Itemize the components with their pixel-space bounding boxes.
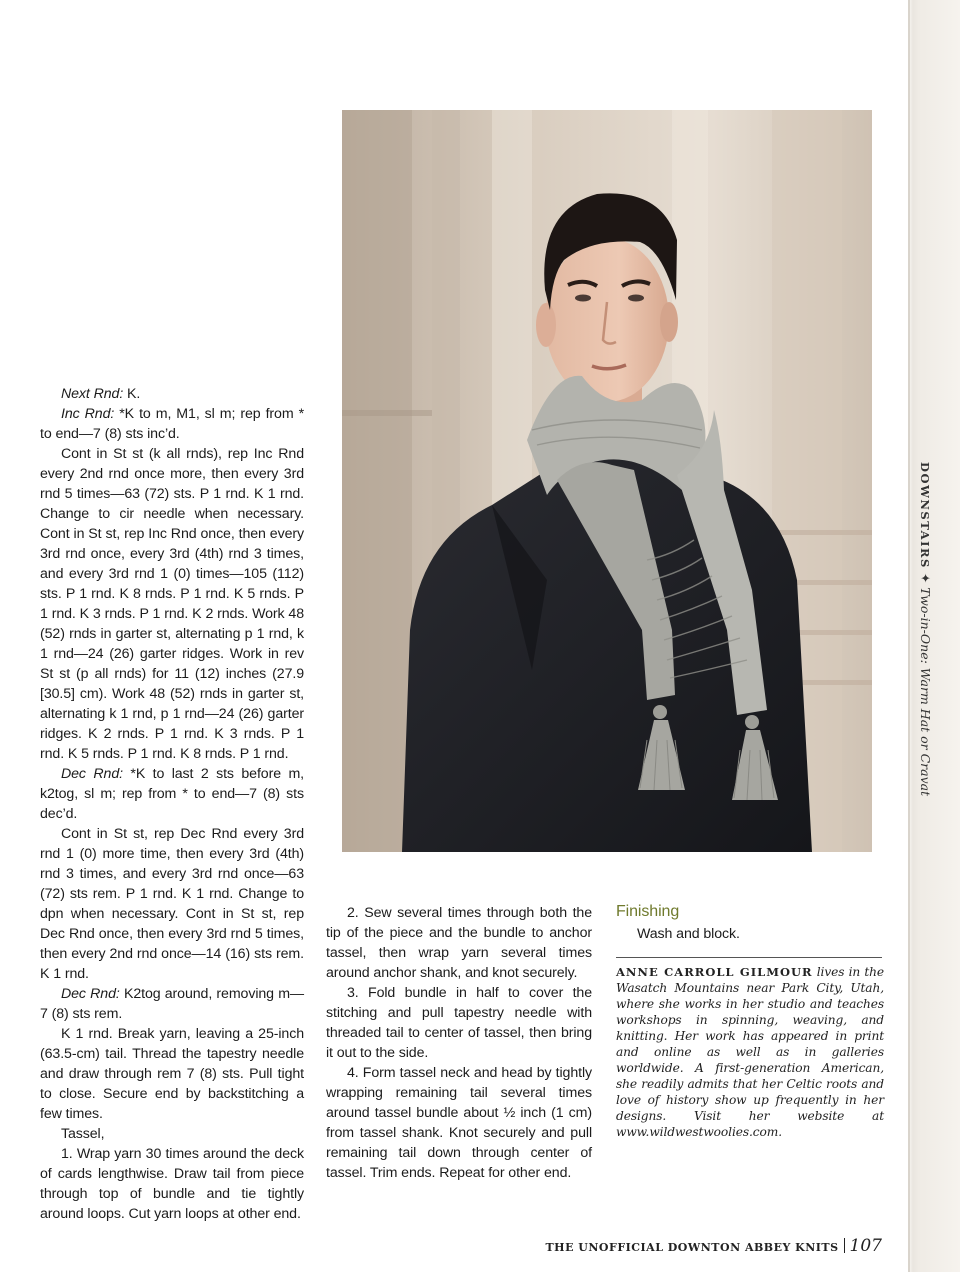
- next-rnd-text: K.: [123, 386, 141, 402]
- instructions-column-2: [326, 903, 592, 1183]
- page-number: 107: [849, 1236, 882, 1256]
- tassel-step: 1. Wrap yarn 30 times around the deck of cards lengthwise. Draw tail from piece through top of bundle and tie tightly around loops. Cut yarn loops at other end.: [40, 1146, 304, 1222]
- model-photo: [342, 110, 872, 852]
- folio-divider: [844, 1238, 845, 1253]
- running-head: [918, 462, 944, 822]
- bio-text: lives in the Wasatch Mountains near Park City, Utah, where she works in her studio and teaches workshops in spinning, weaving, and knitting. Her work has appeared in print and online as well as in galleries worldwide. A first-generation American, she readily admits that her Celtic roots and love of history show up frequently in her designs. Visit her website at www.wildwestwoolies.com.: [616, 965, 884, 1139]
- designer-name: ANNE CARROLL GILMOUR: [616, 965, 813, 979]
- next-rnd-label: Next Rnd:: [61, 386, 124, 402]
- tassel-subhead: Tassel,: [61, 1126, 105, 1142]
- inc-rnd-paragraph: [40, 404, 304, 444]
- tassel-step: 3. Fold bundle in half to cover the stitching and pull tapestry needle with threaded tail to center of tassel, then bring it out to the side.: [326, 985, 592, 1061]
- bio-divider: [616, 957, 882, 958]
- inc-rnd-text: *K to m, M1, sl m; rep from * to end—7 (8) sts inc’d.: [40, 406, 304, 442]
- body-paragraph: Cont in St st (k all rnds), rep Inc Rnd every 2nd rnd once more, then every 3rd rnd 5 times—63 (72) sts. P 1 rnd. K 1 rnd. Change to cir needle when necessary. Cont in St st, rep Inc Rnd once, then every 3rd rnd once, every 3rd (4th) rnd 3 times, and every 3rd rnd 1 (0) times—105 (112) sts. P 1 rnd. K 8 rnds. P 1 rnd. K 5 rnds. P 1 rnd. K 3 rnds. P 1 rnd. K 2 rnds. Work 48 (52) rnds in garter st, alternating p 1 rnd, k 1 rnd—24 (26) garter ridges. Work in rev St st (p all rnds) for 11 (12) inches (27.9 [30.5] cm). Work 48 (52) rnds in garter st, alternating k 1 rnd, p 1 rnd—24 (26) garter ridges. K 2 rnds. P 1 rnd. K 3 rnds. P 1 rnd. K 5 rnds. P 1 rnd. K 8 rnds. P 1 rnd.: [40, 446, 304, 762]
- section-label: DOWNSTAIRS: [918, 462, 932, 569]
- next-rnd-paragraph: [40, 384, 304, 404]
- tassel-step: 4. Form tassel neck and head by tightly wrapping remaining tail several times around tassel bundle about ½ inch (1 cm) from tassel shank. Knot securely and pull remaining tail down through center of tassel. Trim ends. Repeat for other end.: [326, 1065, 592, 1181]
- designer-bio: [616, 964, 884, 1140]
- inc-rnd-label: Inc Rnd:: [61, 406, 115, 422]
- finishing-column: [616, 902, 884, 1140]
- finishing-text: Wash and block.: [637, 926, 740, 942]
- dec-rnd-text: *K to last 2 sts before m, k2tog, sl m; rep from * to end—7 (8) sts dec’d.: [40, 766, 304, 822]
- dec-rnd-paragraph: [40, 764, 304, 824]
- body-paragraph: Cont in St st, rep Dec Rnd every 3rd rnd 1 (0) more time, then every 3rd (4th) rnd 3 times, and every 3rd rnd once—63 (72) sts rem. P 1 rnd. K 1 rnd. Change to dpn when necessary. Cont in St st, rep Dec Rnd once, then every 3rd rnd 5 times, then every 2nd rnd once—14 (16) sts rem. K 1 rnd.: [40, 826, 304, 982]
- book-title: THE UNOFFICIAL DOWNTON ABBEY KNITS: [545, 1241, 839, 1254]
- dec-rnd-paragraph: [40, 984, 304, 1024]
- pattern-title: Two-in-One: Warm Hat or Cravat: [918, 587, 933, 797]
- finishing-heading: Finishing: [616, 903, 680, 920]
- dec-rnd-label: Dec Rnd:: [61, 766, 123, 782]
- dec-rnd-label: Dec Rnd:: [61, 986, 120, 1002]
- instructions-column-1: [40, 384, 304, 1224]
- body-paragraph: K 1 rnd. Break yarn, leaving a 25-inch (63.5-cm) tail. Thread the tapestry needle and draw through rem 7 (8) sts. Pull tight to close. Secure end by backstitching a few times.: [40, 1026, 304, 1122]
- tassel-step: 2. Sew several times through both the tip of the piece and the bundle to anchor tassel, then wrap yarn several times around anchor shank, and knot securely.: [326, 905, 592, 981]
- cravat-photo-illustration: [342, 110, 872, 852]
- folio: [545, 1236, 882, 1256]
- dec-rnd-text: K2tog around, removing m—7 (8) sts rem.: [40, 986, 305, 1022]
- separator-ornament: ✦: [918, 572, 933, 584]
